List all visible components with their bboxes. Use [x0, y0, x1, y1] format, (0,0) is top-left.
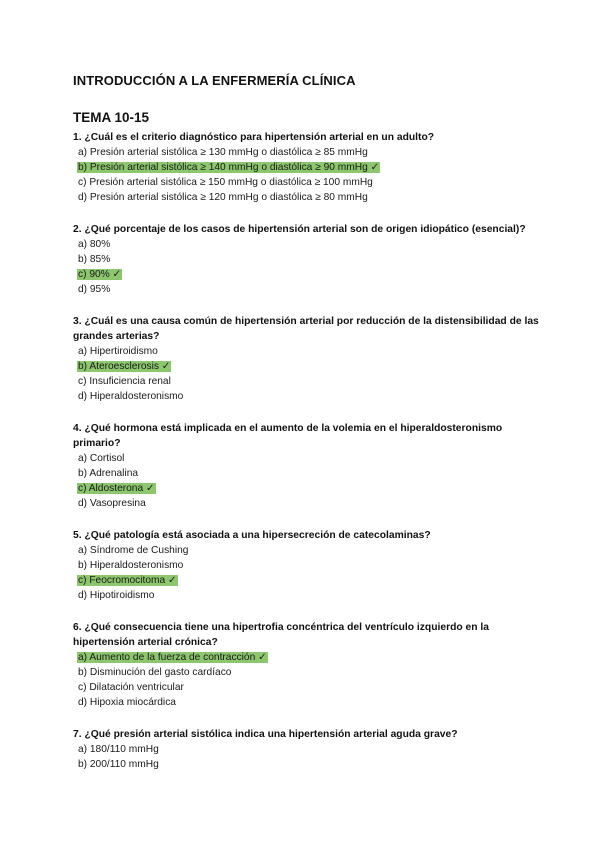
- question-7: [73, 727, 543, 772]
- option-b: b) Adrenalina: [78, 468, 139, 479]
- option-d: d) Hipotiroidismo: [78, 590, 155, 601]
- question-text: 1. ¿Cuál es el criterio diagnóstico para hipertensión arterial en un adulto?: [73, 132, 435, 143]
- question-1: [73, 130, 543, 205]
- question-3: [73, 314, 543, 404]
- option-a: a) 80%: [78, 239, 111, 250]
- option-d: d) Hipoxia miocárdica: [78, 697, 176, 708]
- option-d: d) Hiperaldosteronismo: [78, 391, 184, 402]
- option-c: c) Presión arterial sistólica ≥ 150 mmHg o diastólica ≥ 100 mmHg: [78, 177, 373, 188]
- option-d: d) 95%: [78, 284, 111, 295]
- option-a: a) Síndrome de Cushing: [78, 545, 189, 556]
- option-a: a) Hipertiroidismo: [78, 346, 158, 357]
- question-4: [73, 421, 543, 511]
- option-c: c) Dilatación ventricular: [78, 682, 184, 693]
- option-a: a) Presión arterial sistólica ≥ 130 mmHg o diastólica ≥ 85 mmHg: [78, 147, 368, 158]
- option-c: c) Insuficiencia renal: [78, 376, 171, 387]
- option-a: a) Cortisol: [78, 453, 125, 464]
- option-b-correct: b) Presión arterial sistólica ≥ 140 mmHg o diastólica ≥ 90 mmHg ✓: [78, 162, 380, 173]
- document-title: INTRODUCCIÓN A LA ENFERMERÍA CLÍNICA: [73, 73, 356, 88]
- section-title: TEMA 10-15: [73, 110, 150, 125]
- option-c-correct: c) 90% ✓: [78, 269, 122, 280]
- question-text: 2. ¿Qué porcentaje de los casos de hipertensión arterial son de origen idiopático (esencial)?: [73, 224, 526, 235]
- option-a-correct: a) Aumento de la fuerza de contracción ✓: [78, 652, 267, 663]
- question-text: 6. ¿Qué consecuencia tiene una hipertrofia concéntrica del ventrículo izquierdo en la hipertensión arterial crónica?: [73, 622, 489, 648]
- question-text: 4. ¿Qué hormona está implicada en el aumento de la volemia en el hiperaldosteronismo primario?: [73, 423, 503, 449]
- option-b-correct: b) Ateroesclerosis ✓: [78, 361, 171, 372]
- question-5: [73, 528, 543, 603]
- option-d: d) Vasopresina: [78, 498, 146, 509]
- option-a: a) 180/110 mmHg: [78, 744, 159, 755]
- option-b: b) Hiperaldosteronismo: [78, 560, 184, 571]
- question-2: [73, 222, 543, 297]
- option-d: d) Presión arterial sistólica ≥ 120 mmHg o diastólica ≥ 80 mmHg: [78, 192, 368, 203]
- question-6: [73, 620, 543, 710]
- option-b: b) 85%: [78, 254, 111, 265]
- option-c-correct: c) Aldosterona ✓: [78, 483, 155, 494]
- option-b: b) 200/110 mmHg: [78, 759, 159, 770]
- question-text: 3. ¿Cuál es una causa común de hipertensión arterial por reducción de la distensibilidad de las grandes arterias?: [73, 316, 539, 342]
- question-text: 7. ¿Qué presión arterial sistólica indica una hipertensión arterial aguda grave?: [73, 729, 458, 740]
- option-b: b) Disminución del gasto cardíaco: [78, 667, 232, 678]
- question-text: 5. ¿Qué patología está asociada a una hipersecreción de catecolaminas?: [73, 530, 431, 541]
- option-c-correct: c) Feocromocitoma ✓: [78, 575, 177, 586]
